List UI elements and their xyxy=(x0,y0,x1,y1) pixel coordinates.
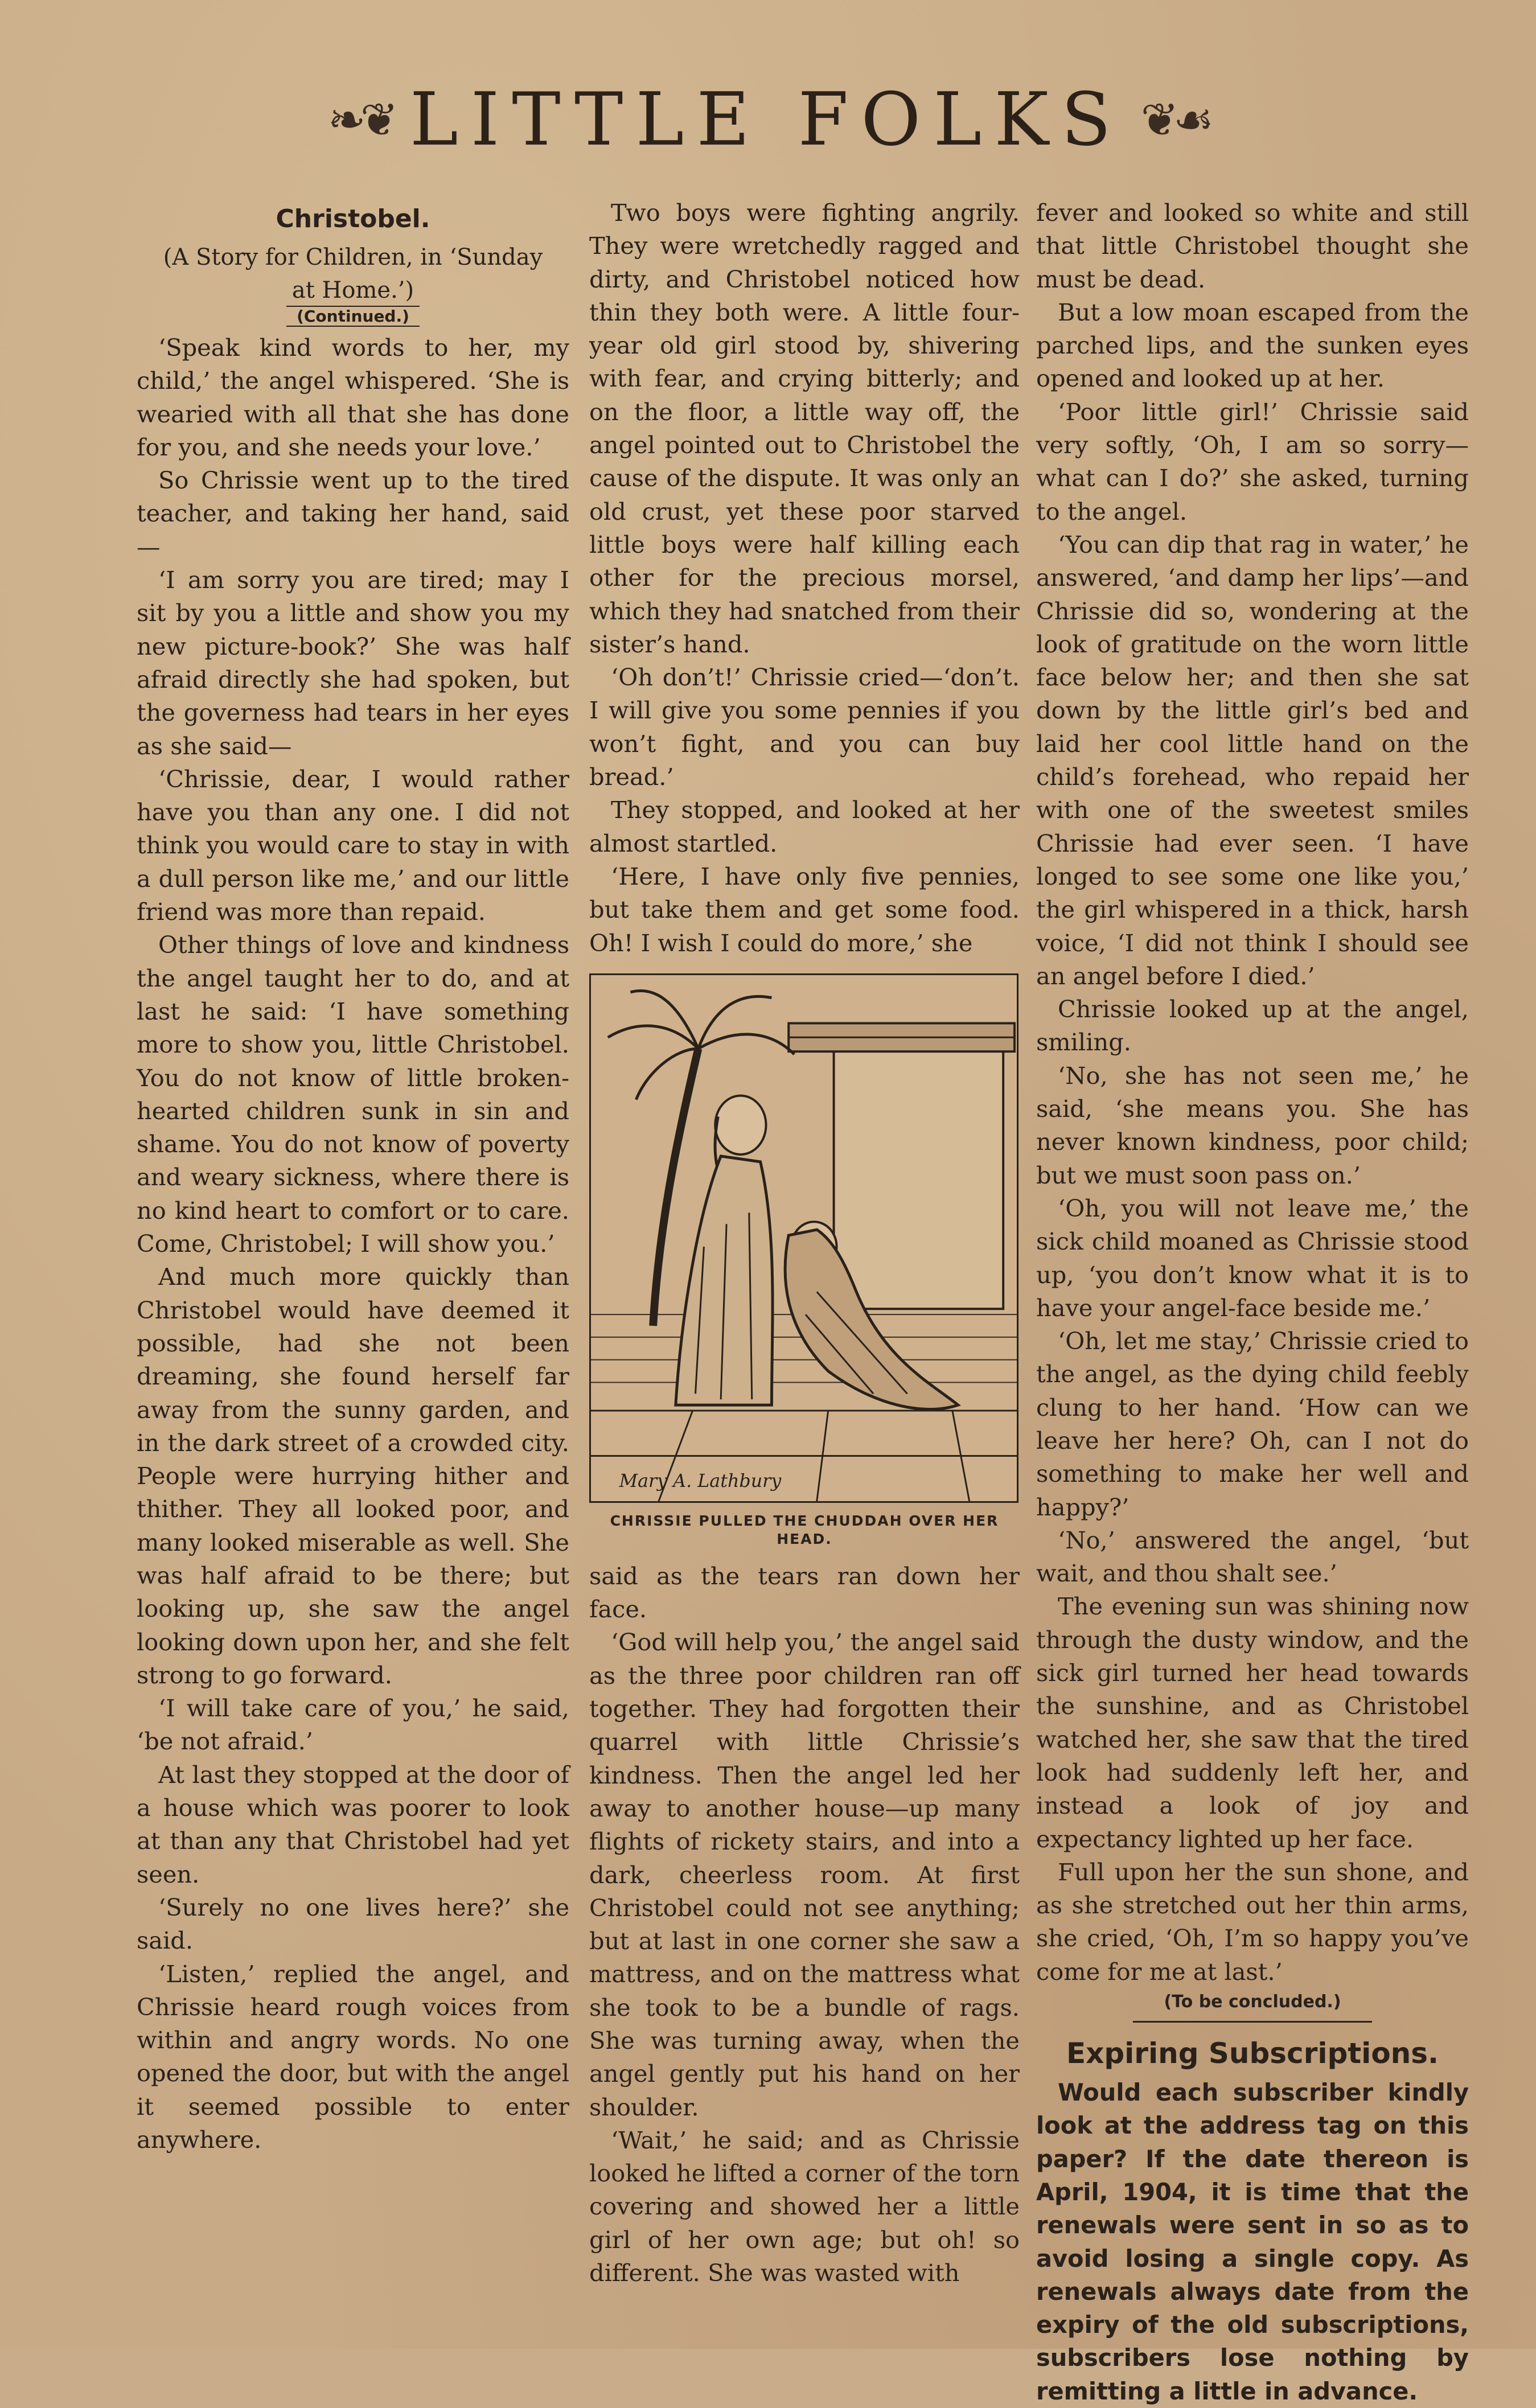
paragraph: fever and looked so white and still that little Christobel thought she must be dead. xyxy=(1036,199,1469,293)
paragraph: ‘Speak kind words to her, my child,’ the angel whispered. ‘She is wearied with all that she has done for you, and she needs your love.’ xyxy=(137,334,569,461)
illustration-drawing xyxy=(591,975,1017,1501)
paragraph: But a low moan escaped from the parched lips, and the sunken eyes opened and looked up at her. xyxy=(1036,298,1469,393)
continued-label: (Continued.) xyxy=(137,307,569,326)
paragraph: Two boys were fighting angrily. They were wretchedly ragged and dirty, and Christobel noticed how thin they both were. A little four-year old girl stood by, shivering with fear, and crying bitterly; and on the floor, a little way off, the angel pointed out to Christobel the cause of the dispute. It was only an old crust, yet these poor starved little boys were half killing each other for the precious morsel, which they had snatched from their sister’s hand. xyxy=(589,199,1020,658)
paragraph: ‘Oh, you will not leave me,’ the sick child moaned as Chrissie stood up, ‘you don’t know what it is to have your angel-face beside me.’ xyxy=(1036,1194,1469,1322)
paragraph: ‘I am sorry you are tired; may I sit by you a little and show you my new picture-book?’ She was half afraid directly she had spoken, but the governess had tears in her eyes as she said— xyxy=(137,566,569,760)
section-title: LITTLE FOLKS xyxy=(409,77,1124,162)
ornament-left-icon: ❧❦ xyxy=(327,93,393,146)
ornament-right-icon: ❦☙ xyxy=(1140,93,1209,146)
paragraph: And much more quickly than Christobel would have deemed it possible, had she not been dreaming, she found herself far away from the sunny garden, and in the dark street of a crowded city. People were hurrying hither and thither. They all looked poor, and many looked miserable as well. She was half afraid to be there; but looking up, she saw the angel looking down upon her, and she felt strong to go forward. xyxy=(137,1263,569,1689)
paragraph: ‘Surely no one lives here?’ she said. xyxy=(137,1893,569,1955)
paragraph: ‘Poor little girl!’ Chrissie said very softly, ‘Oh, I am so sorry—what can I do?’ she asked, turning to the angel. xyxy=(1036,397,1469,525)
paragraph: Chrissie looked up at the angel, smiling. xyxy=(1036,995,1469,1057)
illustration-signature: Mary A. Lathbury xyxy=(619,1470,782,1491)
paragraph: ‘Listen,’ replied the angel, and Chrissie heard rough voices from within and angry words. No one opened the door, but with the angel it seemed possible to enter anywhere. xyxy=(137,1959,569,2154)
paragraph: ‘Oh don’t!’ Chrissie cried—‘don’t. I will give you some pennies if you won’t fight, and you can buy bread.’ xyxy=(589,663,1020,791)
paragraph: Other things of love and kindness the angel taught her to do, and at last he said: ‘I have something more to show you, little Christobel. You do not know of little broken-hearted children sunk in sin and shame. You do not know of poverty and weary sickness, where there is no kind heart to comfort or to care. Come, Christobel; I will show you.’ xyxy=(137,931,569,1258)
paragraph: At last they stopped at the door of a house which was poorer to look at than any that Christobel had yet seen. xyxy=(137,1760,569,1888)
column-3 xyxy=(1036,196,1469,2408)
paragraph: ‘You can dip that rag in water,’ he answered, ‘and damp her lips’—and Chrissie did so, wondering at the look of gratitude on the worn little face below her; and then she sat down by the little girl’s bed and laid her cool little hand on the child’s forehead, who repaid her with one of the sweetest smiles Chrissie had ever seen. ‘I have longed to see some one like you,’ the girl whispered in a thick, harsh voice, ‘I did not think I should see an angel before I died.’ xyxy=(1036,530,1469,990)
paragraph: They stopped, and looked at her almost startled. xyxy=(589,796,1020,857)
column-1 xyxy=(137,196,569,2156)
paragraph: ‘Wait,’ he said; and as Chrissie looked he lifted a corner of the torn covering and showed her a little girl of her own age; but oh! so different. She was wasted with xyxy=(589,2126,1020,2287)
paragraph: The evening sun was shining now through the dusty window, and the sick girl turned her head towards the sunshine, and as Christobel watched her, she saw that the tired look had suddenly left her, and instead a look of joy and expectancy lighted up her face. xyxy=(1036,1592,1469,1853)
story-subtitle: (A Story for Children, in ‘Sunday at Home.’) xyxy=(163,244,543,303)
paragraph: ‘God will help you,’ the angel said as the three poor children ran off together. They had forgotten their quarrel with little Chrissie’s kindness. Then the angel led her away to another house—up many flights of rickety stairs, and into a dark, cheerless room. At first Christobel could not see anything; but at last in one corner she saw a mattress, and on the mattress what she took to be a bundle of rags. She was turning away, when the angel gently put his hand on her shoulder. xyxy=(589,1628,1020,2121)
story-illustration xyxy=(589,973,1018,1503)
notice-body: Would each subscriber kindly look at the address tag on this paper? If the date thereon is April, 1904, it is time that the renewals were sent in so as to avoid losing a single copy. As renewals always date from the expiry of the old subscriptions, subscribers lose nothing by remitting a little in advance. xyxy=(1036,2078,1469,2405)
paragraph: ‘No, she has not seen me,’ he said, ‘she means you. She has never known kindness, poor child; but we must soon pass on.’ xyxy=(1036,1061,1469,1189)
paragraph: ‘Chrissie, dear, I would rather have you than any one. I did not think you would care to stay in with a dull person like me,’ and our little friend was more than repaid. xyxy=(137,765,569,926)
paragraph: said as the tears ran down her face. xyxy=(589,1561,1020,1624)
story-title: Christobel. xyxy=(276,204,430,233)
paragraph: ‘No,’ answered the angel, ‘but wait, and thou shalt see.’ xyxy=(1036,1526,1469,1588)
masthead xyxy=(0,68,1536,171)
notice-title: Expiring Subscriptions. xyxy=(1066,2037,1439,2070)
divider xyxy=(1133,2021,1372,2023)
paragraph: ‘I will take care of you,’ he said, ‘be not afraid.’ xyxy=(137,1694,569,1756)
paragraph: So Chrissie went up to the tired teacher, and taking her hand, said— xyxy=(137,466,569,561)
paragraph: ‘Here, I have only five pennies, but take them and get some food. Oh! I wish I could do more,’ she xyxy=(589,862,1020,957)
to-be-concluded-label: (To be concluded.) xyxy=(1164,1992,1341,2012)
illustration-caption: CHRISSIE PULLED THE CHUDDAH OVER HER HEAD. xyxy=(610,1512,999,1547)
paragraph: ‘Oh, let me stay,’ Chrissie cried to the angel, as the dying child feebly clung to her hand. ‘How can we leave her here? Oh, can I not do something to make her well and happy?’ xyxy=(1036,1327,1469,1521)
paragraph: Full upon her the sun shone, and as she stretched out her thin arms, she cried, ‘Oh, I’m so happy you’ve come for me at last.’ xyxy=(1036,1858,1469,1986)
column-2 xyxy=(589,196,1020,2290)
